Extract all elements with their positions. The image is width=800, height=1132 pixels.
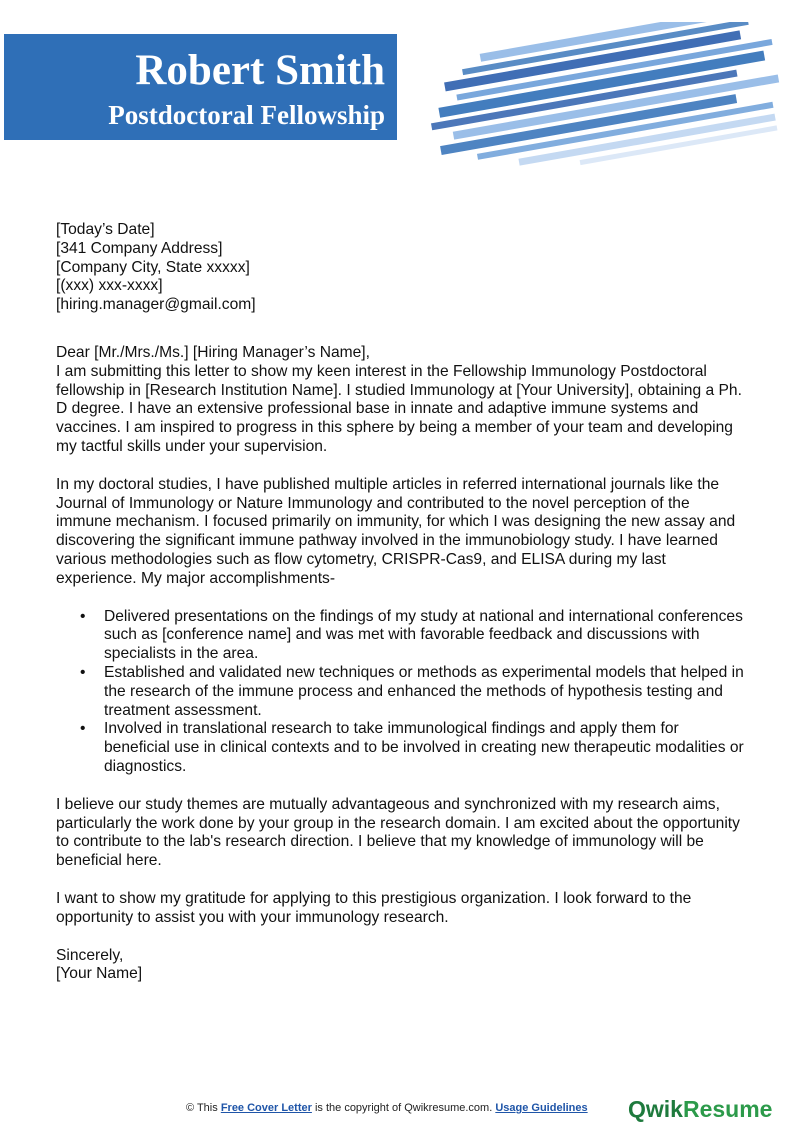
paragraph-fit: I believe our study themes are mutually advantageous and synchronized with my research aims, particularly the work done by your group in the research domain. I am excited about the opportunity to contribute to the lab's research direction. I believe that my knowledge of immunology will be beneficial here.	[56, 795, 740, 870]
address-line: [hiring.manager@gmail.com]	[56, 296, 256, 314]
salutation: Dear [Mr./Mrs./Ms.] [Hiring Manager’s Name],	[56, 343, 370, 361]
paragraph-gratitude: I want to show my gratitude for applying to this prestigious organization. I look forward to the opportunity to assist you with your immunology research.	[56, 889, 692, 926]
address-line: [(xxx) xxx-xxxx]	[56, 277, 163, 295]
recipient-address	[56, 240, 746, 315]
logo-part-qwik: Qwik	[628, 1096, 683, 1122]
address-line: [Company City, State xxxxx]	[56, 258, 250, 276]
footer	[0, 1096, 800, 1124]
closing: Sincerely,	[56, 946, 124, 964]
position-title: Postdoctoral Fellowship	[108, 100, 385, 130]
address-line: [341 Company Address]	[56, 239, 223, 257]
list-item: • Involved in translational research to take immunological findings and apply them for beneficial use in clinical contexts and to be involved in creating new therapeutic modalities or diagnostics.	[104, 720, 746, 776]
list-item: • Established and validated new techniques or methods as experimental models that helped in the research of the immune process and enhanced the methods of hypothesis testing and treatment assessment.	[104, 664, 746, 720]
signature: [Your Name]	[56, 965, 143, 983]
paragraph-studies: In my doctoral studies, I have published multiple articles in referred international journals like the Journal of Immunology or Nature Immunology and contributed to the novel perception of the immune mechanism. I focused primarily on immunity, for which I was designing the new assay and discovering the significant immune pathway involved in the immunobiology study. I have learned various methodologies such as flow cytometry, CRISPR-Cas9, and ELISA during my last experience. My major accomplishments-	[56, 475, 736, 587]
applicant-name: Robert Smith	[135, 47, 385, 94]
usage-guidelines-link[interactable]: Usage Guidelines	[495, 1102, 588, 1114]
free-cover-letter-link[interactable]: Free Cover Letter	[220, 1102, 312, 1114]
copyright-notice	[186, 1102, 588, 1114]
qwikresume-logo[interactable]	[628, 1096, 772, 1123]
accomplishments-list	[56, 608, 746, 777]
list-item: • Delivered presentations on the findings of my study at national and international conferences such as [conference name] and was met with favorable feedback and discussions with specialists in the area.	[104, 608, 746, 664]
copyright-middle: is the copyright of Qwikresume.com.	[314, 1102, 493, 1114]
header-banner	[4, 34, 397, 140]
copyright-prefix: © This	[186, 1102, 218, 1114]
decorative-stripes	[430, 22, 790, 182]
letter-date: [Today’s Date]	[56, 221, 155, 238]
paragraph-intro: I am submitting this letter to show my keen interest in the Fellowship Immunology Postdoctoral fellowship in [Research Institution Name]. I studied Immunology at [Your University], obtaining a Ph. D degree. I have an extensive professional base in innate and adaptive immune systems and vaccines. I am inspired to progress in this sphere by being a member of your team and developing my tactful skills under your supervision.	[56, 362, 742, 455]
logo-part-resume: Resume	[682, 1096, 773, 1122]
letter-body	[56, 221, 746, 984]
